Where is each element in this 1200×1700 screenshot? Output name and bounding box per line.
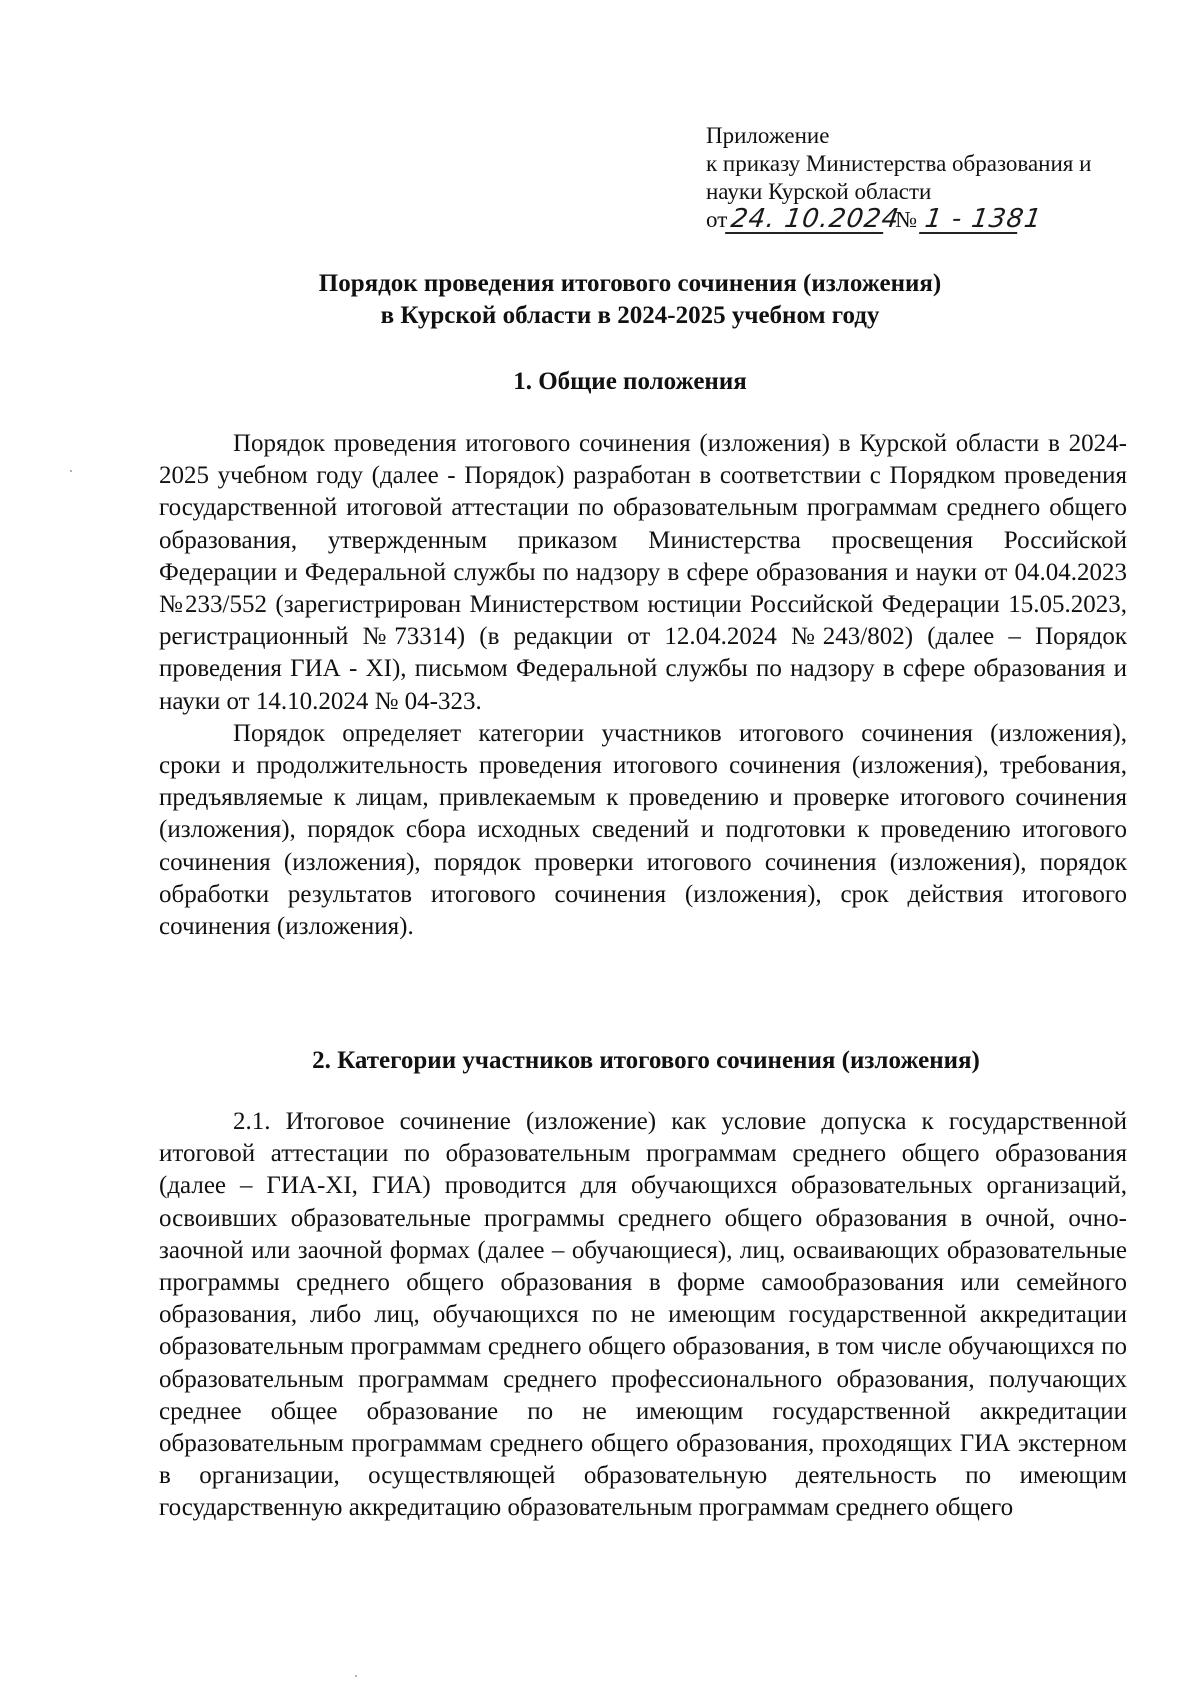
order-from-label: от — [706, 207, 728, 232]
appendix-block — [706, 122, 1091, 234]
section-2-heading: 2. Категории участников итогового сочинения (изложения) — [312, 1047, 980, 1074]
section-2-body — [159, 1106, 1127, 1525]
section-1-paragraph-2: Порядок определяет категории участников итогового сочинения (изложения), сроки и продолжительность проведения итогового сочинения (изложения), требования, предъявляемые к лицам, привлекаемым к проведению и проверке итогового сочинения (изложения), порядок сбора исходных сведений и подготовки к проведению итогового сочинения (изложения), порядок проверки итогового сочинения (изложения), порядок обработки результатов итогового сочинения (изложения), срок действия итогового сочинения (изложения). — [159, 719, 1127, 941]
document-title — [30, 268, 1200, 332]
order-number-sign: № — [895, 207, 918, 232]
order-date-handwritten: 24. 10.2024 — [725, 206, 887, 234]
appendix-order-line — [706, 206, 1091, 234]
appendix-line-2: к приказу Министерства образования и — [706, 151, 1092, 176]
scan-speck — [355, 1675, 357, 1677]
section-2-paragraph-1: 2.1. Итоговое сочинение (изложение) как условие допуска к государственной итоговой аттестации по образовательным программам среднего общего образования (далее – ГИА-XI, ГИА) проводится для обучающихся образовательных организаций, освоивших образовательные программы среднего общего образования в очной, очно-заочной или заочной формах (далее – обучающиеся), лиц, осваивающих образовательные программы среднего общего образования в форме самообразования или семейного образования, либо лиц, обучающихся по не имеющим государственной аккредитации образовательным программам среднего общего образования, в том числе обучающихся по образовательным программам среднего профессионального образования, получающих среднее общее образование по не имеющим государственной аккредитации образовательным программам среднего общего образования, проходящих ГИА экстерном в организации, осуществляющей образовательную деятельность по имеющим государственную аккредитацию образовательным программам среднего общего — [159, 1108, 1127, 1522]
section-1-paragraph-1: Порядок проведения итогового сочинения (изложения) в Курской области в 2024-2025 учебном году (далее - Порядок) разработан в соответствии с Порядком проведения государственной итоговой аттестации по образовательным программам среднего общего образования, утвержденным приказом Министерства просвещения Российской Федерации и Федеральной службы по надзору в сфере образования и науки от 04.04.2023 №233/552 (зарегистрирован Министерством юстиции Российской Федерации 15.05.2023, регистрационный №73314) (в редакции от 12.04.2024 №243/802) (далее – Порядок проведения ГИА - XI), письмом Федеральной службы по надзору в сфере образования и науки от 14.10.2024 № 04-323. — [159, 430, 1127, 715]
document-title-line-1: Порядок проведения итогового сочинения (изложения) — [318, 270, 942, 297]
section-1-heading: 1. Общие положения — [513, 368, 747, 395]
document-title-line-2: в Курской области в 2024-2025 учебном году — [380, 302, 880, 329]
scan-speck — [70, 470, 72, 472]
appendix-line-1: Приложение — [706, 123, 830, 148]
appendix-line-3: науки Курской области — [706, 179, 932, 204]
section-1-body — [159, 428, 1127, 943]
order-number-handwritten: 1 - 1381 — [919, 206, 1021, 234]
